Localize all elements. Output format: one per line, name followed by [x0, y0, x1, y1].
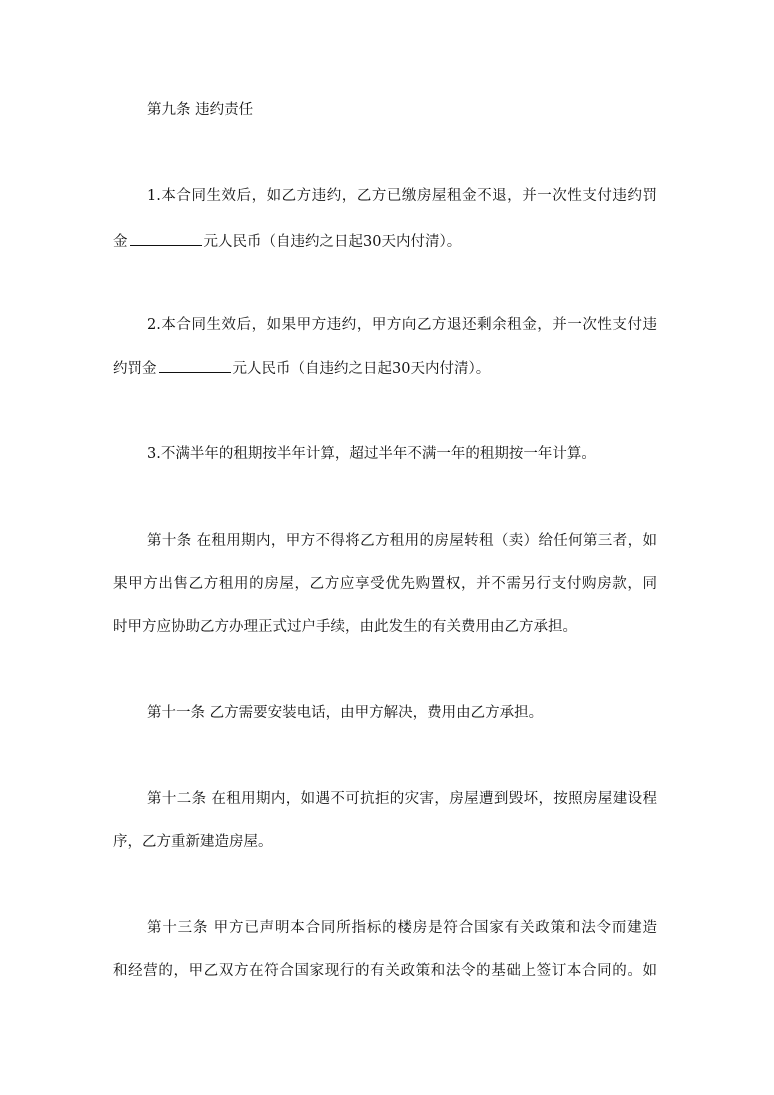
article-9-item-2-line-1: 2.本合同生效后，如果甲方违约，甲方向乙方退还剩余租金，并一次性支付违 [147, 317, 657, 333]
article-9-item-3-line-1: 3.不满半年的租期按半年计算，超过半年不满一年的租期按一年计算。 [147, 446, 596, 462]
article-9-item-1-text-before-blank: 金 [113, 234, 128, 250]
article-10-line-2: 果甲方出售乙方租用的房屋，乙方应享受优先购置权，并不需另行支付购房款，同 [113, 576, 657, 592]
article-12-line-1: 第十二条 在租用期内，如遇不可抗拒的灾害，房屋遭到毁坏，按照房屋建设程 [147, 791, 657, 807]
article-12-line-2: 序，乙方重新建造房屋。 [113, 834, 273, 850]
article-11-line-1: 第十一条 乙方需要安装电话，由甲方解决，费用由乙方承担。 [147, 705, 544, 721]
article-9-item-1-line-1: 1.本合同生效后，如乙方违约，乙方已缴房屋租金不退，并一次性支付违约罚 [147, 188, 657, 204]
penalty-amount-blank-2 [159, 356, 231, 373]
article-9-item-2-text-after-blank: 元人民币（自违约之日起30天内付清）。 [232, 361, 491, 377]
article-9-title: 第九条 违约责任 [147, 102, 254, 118]
article-9-item-2-line-2 [113, 356, 490, 380]
article-9-item-2-text-before-blank: 约罚金 [113, 361, 157, 377]
article-9-item-1-line-2 [113, 229, 461, 253]
penalty-amount-blank-1 [130, 229, 202, 246]
article-9-item-1-text-after-blank: 元人民币（自违约之日起30天内付清）。 [203, 234, 462, 250]
article-13-line-2: 和经营的，甲乙双方在符合国家现行的有关政策和法令的基础上签订本合同的。如 [113, 963, 657, 979]
article-13-line-1: 第十三条 甲方已声明本合同所指标的楼房是符合国家有关政策和法令而建造 [147, 920, 657, 936]
article-10-line-3: 时甲方应协助乙方办理正式过户手续，由此发生的有关费用由乙方承担。 [113, 619, 577, 635]
article-10-line-1: 第十条 在租用期内，甲方不得将乙方租用的房屋转租（卖）给任何第三者，如 [147, 533, 657, 549]
